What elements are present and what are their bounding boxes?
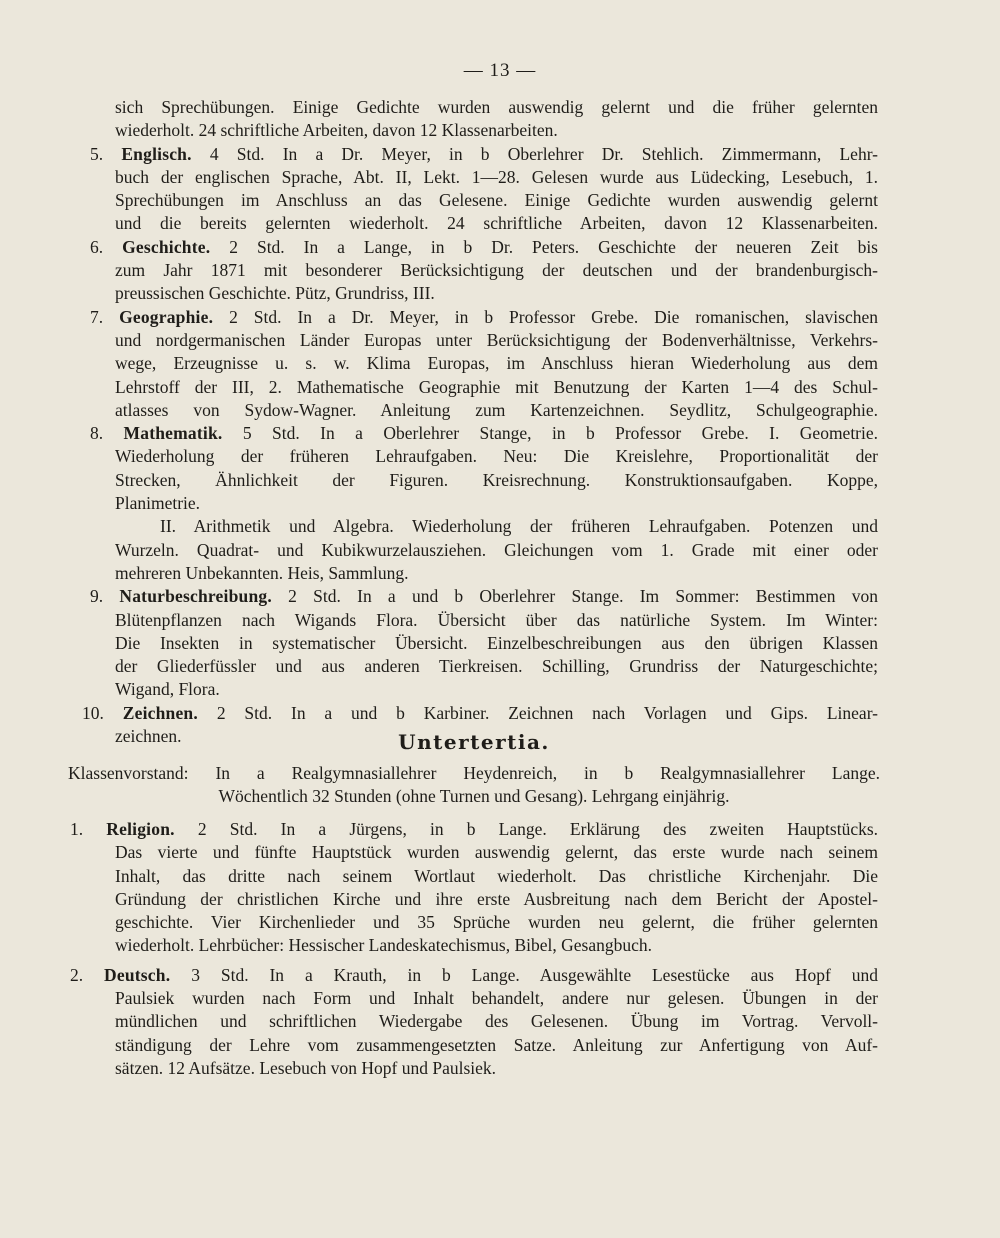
text-line: Sprechübungen im Anschluss an das Gelesene. Einige Gedichte wurden auswendig gelernt — [115, 190, 878, 211]
text-line: preussischen Geschichte. Pütz, Grundriss, III. — [115, 283, 435, 304]
subject-naturbeschreibung: 9. Naturbeschreibung. 2 Std. In a und b Oberlehrer Stange. Im Sommer: Bestimmen von — [90, 586, 878, 607]
text-line: wiederholt. 24 schriftliche Arbeiten, davon 12 Klassenarbeiten. — [115, 120, 558, 141]
page-number: — 13 — — [463, 60, 537, 81]
text-line: sich Sprechübungen. Einige Gedichte wurden auswendig gelernt und die früher gelernten — [115, 97, 878, 117]
subject-title: Naturbeschreibung. — [119, 586, 272, 607]
subjects-block-upper — [70, 96, 878, 748]
subject-zeichnen: 10. Zeichnen. 2 Std. In a und b Karbiner. Zeichnen nach Vorlagen und Gips. Linear- — [82, 702, 879, 723]
subjects-block-lower — [70, 818, 878, 1080]
text-line: Strecken, Ähnlichkeit der Figuren. Kreisrechnung. Konstruktionsaufgaben. Koppe, — [115, 469, 878, 490]
text-line: und nordgermanischen Länder Europas unter Berücksichtigung der Bodenverhältnisse, Verkehrs- — [115, 329, 878, 350]
text-line: wege, Erzeugnisse u. s. w. Klima Europas, im Anschluss hieran Wiederholung aus dem — [115, 353, 878, 374]
text-line: Das vierte und fünfte Hauptstück wurden auswendig gelernt, das erste wurde nach seinem — [115, 842, 878, 863]
text-line: buch der englischen Sprache, Abt. II, Lekt. 1—28. Gelesen wurde aus Lüdecking, Lesebuch, 1. — [115, 166, 878, 187]
text-line: Gründung der christlichen Kirche und ihre erste Ausbreitung nach dem Bericht der Apostel- — [115, 888, 878, 909]
text-line: atlasses von Sydow-Wagner. Anleitung zum Kartenzeichnen. Seydlitz, Schulgeographie. — [115, 399, 878, 420]
text-line: Blütenpflanzen nach Wigands Flora. Übersicht über das natürliche System. Im Winter: — [115, 609, 878, 630]
subject-title: Deutsch. — [104, 964, 171, 985]
klassenvorstand-line: Klassenvorstand: In a Realgymnasiallehrer Heydenreich, in b Realgymnasiallehrer Lange. — [68, 763, 880, 783]
class-info — [68, 762, 880, 809]
text-line: Lehrstoff der III, 2. Mathematische Geographie mit Benutzung der Karten 1—4 des Schul- — [115, 376, 878, 397]
subject-title: Geschichte. — [122, 236, 211, 257]
subject-title: Religion. — [106, 819, 175, 839]
subject-title: Englisch. — [121, 143, 192, 164]
subject-religion: 1. Religion. 2 Std. In a Jürgens, in b Lange. Erklärung des zweiten Hauptstücks. — [70, 819, 879, 839]
subject-title: Geographie. — [119, 306, 214, 327]
subject-deutsch: 2. Deutsch. 3 Std. In a Krauth, in b Lange. Ausgewählte Lesestücke aus Hopf und — [70, 964, 878, 985]
text-line: Die Insekten in systematischer Übersicht. Einzelbeschreibungen aus den übrigen Klassen — [115, 632, 878, 653]
subject-geographie: 7. Geographie. 2 Std. In a Dr. Meyer, in b Professor Grebe. Die romanischen, slavischen — [90, 306, 879, 327]
subject-title: Zeichnen. — [122, 702, 198, 723]
text-line: mündlichen und schriftlichen Wiedergabe des Gelesenen. Übung im Vortrag. Vervoll- — [115, 1011, 878, 1032]
text-line: Planimetrie. — [115, 493, 201, 514]
text-line: sätzen. 12 Aufsätze. Lesebuch von Hopf und Paulsiek. — [115, 1057, 497, 1078]
text-line: Inhalt, das dritte nach seinem Wortlaut wiederholt. Das christliche Kirchenjahr. Die — [115, 865, 878, 886]
stunden-line: Wöchentlich 32 Stunden (ohne Turnen und Gesang). Lehrgang einjährig. — [218, 786, 730, 807]
subject-englisch: 5. Englisch. 4 Std. In a Dr. Meyer, in b Oberlehrer Dr. Stehlich. Zimmermann, Lehr- — [90, 143, 878, 164]
text-line: wiederholt. Lehrbücher: Hessischer Landeskatechismus, Bibel, Gesangbuch. — [115, 935, 652, 956]
text-line: ständigung der Lehre vom zusammengesetzten Satze. Anleitung zur Anfertigung von Auf- — [115, 1034, 878, 1055]
text-line: zum Jahr 1871 mit besonderer Berücksichtigung der deutschen und der brandenburgisch- — [115, 260, 878, 281]
text-line: Paulsiek wurden nach Form und Inhalt behandelt, andere nur gelesen. Übungen in der — [115, 988, 878, 1009]
subject-title: Mathematik. — [123, 423, 223, 444]
text-line: zeichnen. — [115, 726, 182, 747]
text-line: II. Arithmetik und Algebra. Wiederholung der früheren Lehraufgaben. Potenzen und — [160, 516, 878, 537]
text-line: Wurzeln. Quadrat- und Kubikwurzelausziehen. Gleichungen vom 1. Grade mit einer oder — [115, 539, 878, 560]
text-line: Wiederholung der früheren Lehraufgaben. Neu: Die Kreislehre, Proportionalität der — [115, 446, 878, 467]
text-line: der Gliederfüssler und aus anderen Tierkreisen. Schilling, Grundriss der Naturgeschichte; — [115, 656, 878, 677]
text-line: mehreren Unbekannten. Heis, Sammlung. — [115, 562, 409, 583]
subject-geschichte: 6. Geschichte. 2 Std. In a Lange, in b Dr. Peters. Geschichte der neueren Zeit bis — [90, 236, 878, 257]
text-line: Wigand, Flora. — [115, 679, 220, 700]
text-line: geschichte. Vier Kirchenlieder und 35 Sprüche wurden neu gelernt, die früher gelernten — [115, 912, 878, 933]
text-line: und die bereits gelernten wiederholt. 24 schriftliche Arbeiten, davon 12 Klassenarbeiten. — [115, 213, 878, 234]
subject-mathematik: 8. Mathematik. 5 Std. In a Oberlehrer Stange, in b Professor Grebe. I. Geometrie. — [90, 423, 879, 444]
section-heading: Untertertia. — [398, 730, 550, 754]
